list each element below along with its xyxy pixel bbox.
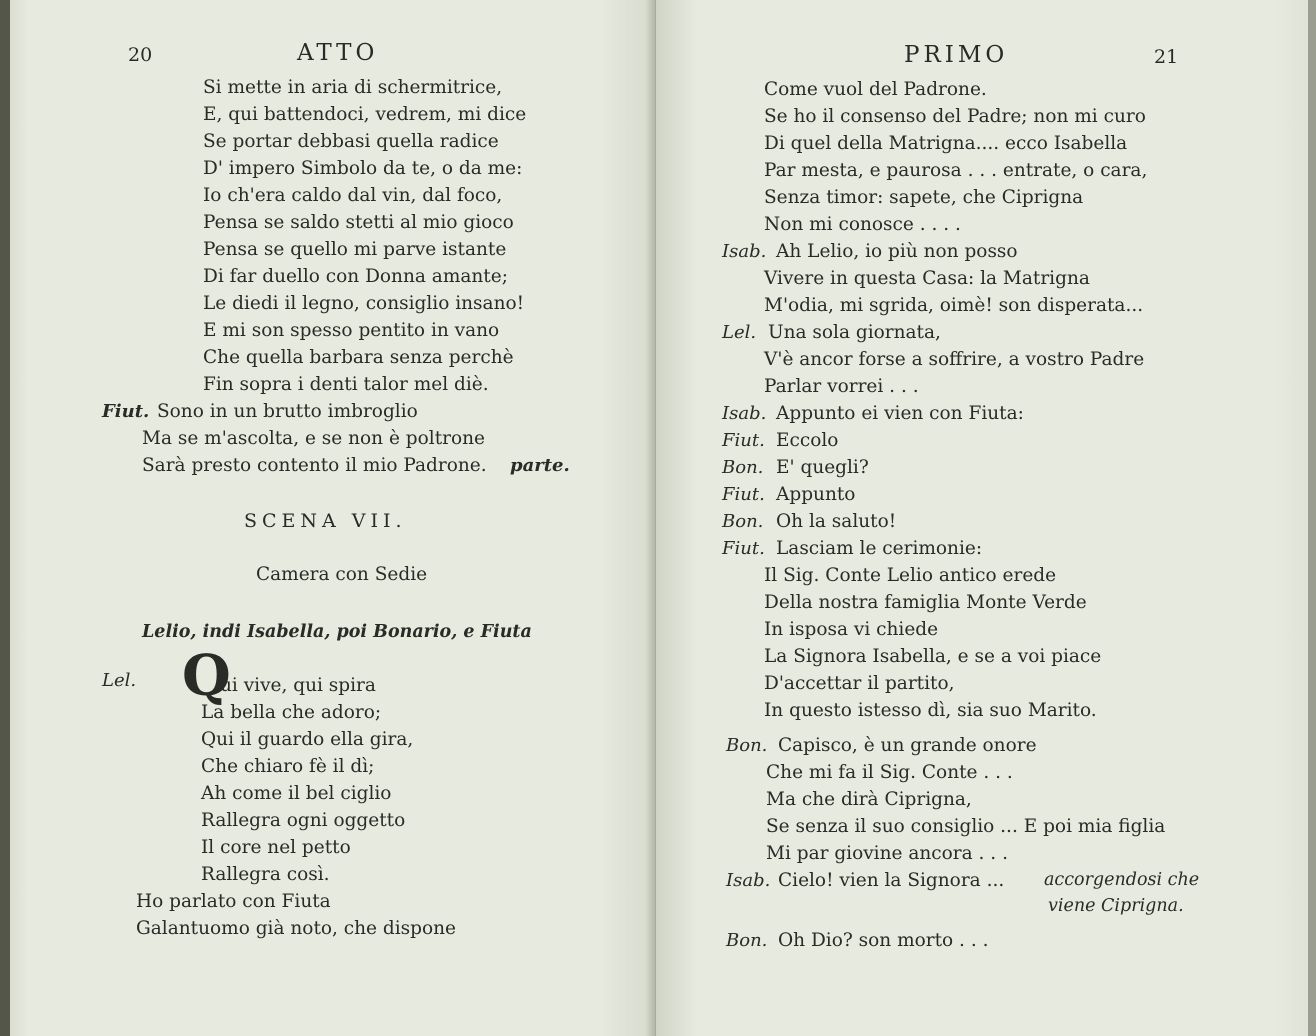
- verse-line: Una sola giornata,: [768, 322, 941, 343]
- verse-line: Ma che dirà Ciprigna,: [766, 789, 972, 810]
- speaker-label: Fiut.: [102, 401, 150, 422]
- verse-line: E mi son spesso pentito in vano: [203, 320, 500, 341]
- verse-line: D' impero Simbolo da te, o da me:: [203, 158, 523, 179]
- verse-line: Mi par giovine ancora . . .: [766, 843, 1008, 864]
- verse-line: Ah come il bel ciglio: [201, 783, 392, 804]
- verse-line: Lasciam le cerimonie:: [776, 538, 983, 559]
- character-list: Lelio, indi Isabella, poi Bonario, e Fiuta: [142, 622, 532, 642]
- verse-line: Se senza il suo consiglio ... E poi mia figlia: [766, 816, 1166, 837]
- verse-line: Che mi fa il Sig. Conte . . .: [766, 762, 1013, 783]
- verse-line: ui vive, qui spira: [220, 675, 376, 696]
- verse-line: Ho parlato con Fiuta: [136, 891, 331, 912]
- verse-line: Pensa se saldo stetti al mio gioco: [203, 212, 514, 233]
- speaker-label: Fiut.: [722, 484, 765, 505]
- running-head: PRIMO: [904, 42, 1009, 68]
- speaker-label: Isab.: [722, 403, 767, 424]
- verse-line: Ma se m'ascolta, e se non è poltrone: [142, 428, 485, 449]
- verse-line: Parlar vorrei . . .: [764, 376, 919, 397]
- verse-line: Par mesta, e paurosa . . . entrate, o cara,: [764, 160, 1148, 181]
- binding-edge: [0, 0, 10, 1036]
- verse-line: V'è ancor forse a soffrire, a vostro Padre: [764, 349, 1145, 370]
- verse-line: Appunto ei vien con Fiuta:: [776, 403, 1024, 424]
- stage-direction: viene Ciprigna.: [1048, 896, 1184, 916]
- verse-line: Rallegra ogni oggetto: [201, 810, 406, 831]
- speaker-label: Bon.: [726, 930, 768, 951]
- left-page: [0, 0, 656, 1036]
- stage-direction: parte.: [510, 455, 570, 476]
- speaker-label: Isab.: [726, 870, 771, 891]
- verse-line: Vivere in questa Casa: la Matrigna: [764, 268, 1090, 289]
- verse-line: Oh Dio? son morto . . .: [778, 930, 989, 951]
- page-edge: [1308, 0, 1316, 1036]
- verse-line: Di far duello con Donna amante;: [203, 266, 508, 287]
- speaker-label: Lel.: [722, 322, 757, 343]
- verse-line: In questo istesso dì, sia suo Marito.: [764, 700, 1097, 721]
- verse-line: E' quegli?: [776, 457, 869, 478]
- verse-line: La Signora Isabella, e se a voi piace: [764, 646, 1102, 667]
- verse-line: D'accettar il partito,: [764, 673, 955, 694]
- verse-line: Che chiaro fè il dì;: [201, 756, 375, 777]
- verse-line: Ah Lelio, io più non posso: [776, 241, 1018, 262]
- right-page: [656, 0, 1316, 1036]
- verse-line: Il core nel petto: [201, 837, 351, 858]
- verse-line: Qui il guardo ella gira,: [201, 729, 414, 750]
- verse-line: Se ho il consenso del Padre; non mi curo: [764, 106, 1146, 127]
- verse-line: M'odia, mi sgrida, oimè! son disperata...: [764, 295, 1144, 316]
- verse-line: Che quella barbara senza perchè: [203, 347, 514, 368]
- verse-line: Cielo! vien la Signora ...: [778, 870, 1005, 891]
- verse-line: Appunto: [776, 484, 856, 505]
- verse-line: Non mi conosce . . . .: [764, 214, 961, 235]
- page-number: 21: [1154, 46, 1179, 68]
- speaker-label: Bon.: [722, 511, 764, 532]
- speaker-label: Fiut.: [722, 538, 765, 559]
- stage-direction: accorgendosi che: [1044, 870, 1200, 890]
- speaker-label: Bon.: [726, 735, 768, 756]
- verse-line: E, qui battendoci, vedrem, mi dice: [203, 104, 527, 125]
- speaker-label: Lel.: [102, 670, 137, 691]
- verse-line: In isposa vi chiede: [764, 619, 939, 640]
- verse-line: Eccolo: [776, 430, 839, 451]
- verse-line: Sono in un brutto imbroglio: [157, 401, 418, 422]
- page-number: 20: [128, 44, 153, 66]
- drop-cap: Q: [182, 643, 231, 709]
- scene-heading: SCENA VII.: [244, 510, 407, 532]
- verse-line: Si mette in aria di schermitrice,: [203, 77, 503, 98]
- running-head: ATTO: [297, 40, 379, 66]
- verse-line: Di quel della Matrigna.... ecco Isabella: [764, 133, 1128, 154]
- scene-setting: Camera con Sedie: [256, 564, 428, 585]
- verse-line: Capisco, è un grande onore: [778, 735, 1037, 756]
- verse-line: Se portar debbasi quella radice: [203, 131, 499, 152]
- verse-line: Sarà presto contento il mio Padrone.: [142, 455, 487, 476]
- verse-line: La bella che adoro;: [201, 702, 382, 723]
- verse-line: Come vuol del Padrone.: [764, 79, 987, 100]
- verse-line: Rallegra così.: [201, 864, 330, 885]
- speaker-label: Isab.: [722, 241, 767, 262]
- verse-line: Senza timor: sapete, che Ciprigna: [764, 187, 1084, 208]
- verse-line: Il Sig. Conte Lelio antico erede: [764, 565, 1057, 586]
- speaker-label: Fiut.: [722, 430, 765, 451]
- verse-line: Fin sopra i denti talor mel diè.: [203, 374, 489, 395]
- verse-line: Oh la saluto!: [776, 511, 897, 532]
- verse-line: Pensa se quello mi parve istante: [203, 239, 507, 260]
- verse-line: Le diedi il legno, consiglio insano!: [203, 293, 525, 314]
- verse-line: Galantuomo già noto, che dispone: [136, 918, 456, 939]
- verse-line: Io ch'era caldo dal vin, dal foco,: [203, 185, 503, 206]
- speaker-label: Bon.: [722, 457, 764, 478]
- verse-line: Della nostra famiglia Monte Verde: [764, 592, 1087, 613]
